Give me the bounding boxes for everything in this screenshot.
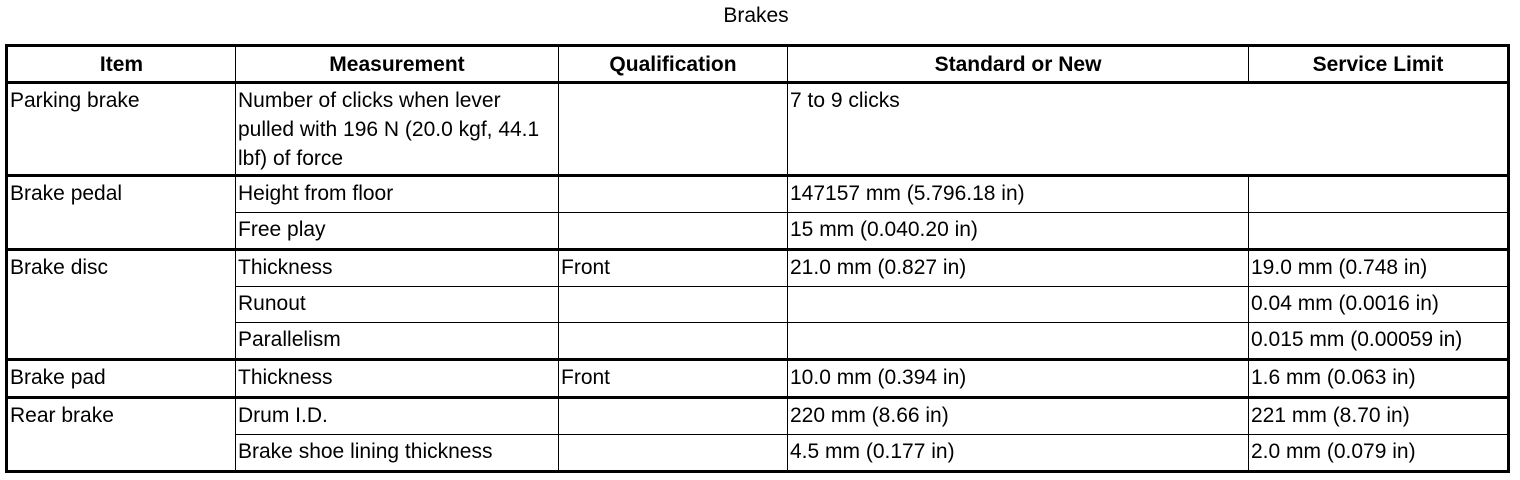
qualification-cell: Front [559,250,788,287]
measurement-cell: Height from floor [236,176,559,213]
standard-cell: 21.0 mm (0.827 in) [788,250,1249,287]
header-row [7,46,1509,83]
item-cell: Parking brake [7,83,236,176]
page-title: Brakes [723,4,789,27]
header-qualification: Qualification [559,46,788,83]
header-standard-or-new: Standard or New [788,46,1249,83]
measurement-cell: Free play [236,213,559,250]
item-cell: Rear brake [7,398,236,472]
service-limit-cell: 19.0 mm (0.748 in) [1249,250,1509,287]
service-limit-cell: 1.6 mm (0.063 in) [1249,360,1509,398]
qualification-cell [559,398,788,435]
qualification-cell [559,323,788,360]
service-limit-cell [1249,176,1509,213]
table-row [7,250,1509,287]
measurement-cell: Thickness [236,360,559,398]
measurement-cell: Drum I.D. [236,398,559,435]
standard-cell: 4.5 mm (0.177 in) [788,435,1249,472]
item-cell: Brake pad [7,360,236,398]
service-limit-cell: 0.04 mm (0.0016 in) [1249,287,1509,323]
standard-cell: 15 mm (0.040.20 in) [788,213,1249,250]
header-measurement: Measurement [236,46,559,83]
service-limit-cell: 2.0 mm (0.079 in) [1249,435,1509,472]
standard-cell: 7 to 9 clicks [788,83,1509,176]
qualification-cell [559,435,788,472]
qualification-cell [559,287,788,323]
item-cell: Brake pedal [7,176,236,250]
qualification-cell [559,83,788,176]
standard-cell [788,287,1249,323]
table-row [7,83,1509,176]
header-service-limit: Service Limit [1249,46,1509,83]
measurement-cell: Number of clicks when lever pulled with 196 N (20.0 kgf, 44.1 lbf) of force [236,83,559,176]
qualification-cell: Front [559,360,788,398]
standard-cell: 220 mm (8.66 in) [788,398,1249,435]
header-item: Item [7,46,236,83]
service-limit-cell [1249,213,1509,250]
qualification-cell [559,176,788,213]
qualification-cell [559,213,788,250]
brakes-spec-table [5,44,1510,473]
standard-cell: 10.0 mm (0.394 in) [788,360,1249,398]
service-limit-cell: 0.015 mm (0.00059 in) [1249,323,1509,360]
table-row [7,360,1509,398]
measurement-cell: Runout [236,287,559,323]
item-cell: Brake disc [7,250,236,360]
standard-cell: 147157 mm (5.796.18 in) [788,176,1249,213]
measurement-cell: Brake shoe lining thickness [236,435,559,472]
measurement-cell: Thickness [236,250,559,287]
standard-cell [788,323,1249,360]
service-limit-cell: 221 mm (8.70 in) [1249,398,1509,435]
table-row [7,398,1509,435]
measurement-cell: Parallelism [236,323,559,360]
table-row [7,176,1509,213]
